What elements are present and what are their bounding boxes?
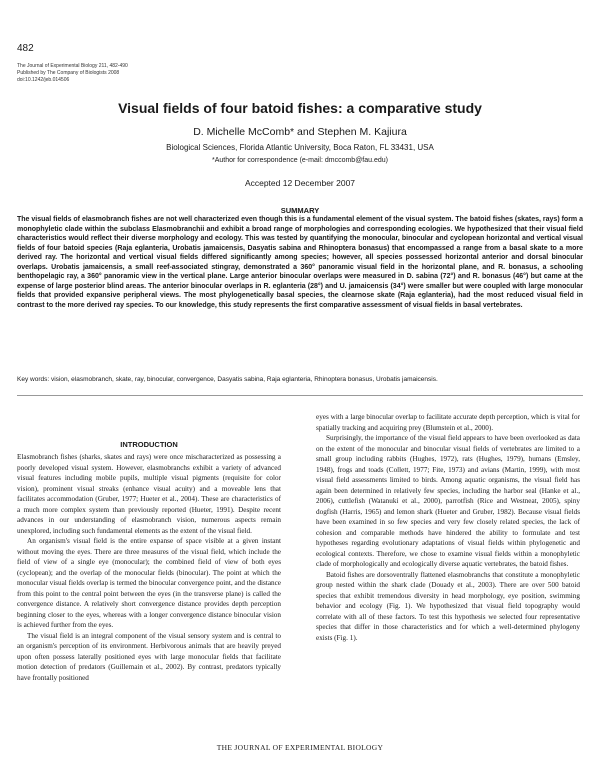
intro-paragraph: The visual field is an integral component of the visual sensory system and is central to an organism's perception of its environment. Herbivorous animals that are heavily preyed upon often possess laterally positioned eyes with large monocular fields that facilitate motion detection of predators (Guillemain et al., 2002). By contrast, predators typically have frontally positioned <box>17 631 281 682</box>
section-divider <box>17 395 583 396</box>
keywords: Key words: vision, elasmobranch, skate, ray, binocular, convergence, Dasyatis sabina, Raja eglanteria, Rhinoptera bonasus, Urobatis jamaicensis. <box>17 376 438 383</box>
summary-heading: SUMMARY <box>280 206 320 215</box>
summary-text: The visual fields of elasmobranch fishes are not well characterized even though this is a fundamental element of the visual system. The batoid fishes (skates, rays) form a monophyletic clade within the subclass Elasmobranchii and exhibit a broad range of morphologies and corresponding ecologies. We hypothesized that their visual field characteristics would reflect their diverse morphology and ecology. This was tested by quantifying the monocular, binocular and cyclopean horizontal and vertical visual fields of four batoid species (Raja eglanteria, Urobatis jamaicensis, Dasyatis sabina and Rhinoptera bonasus) that encompassed a range from a basal skate to a more derived ray. The horizontal and vertical visual fields differed significantly among species; however, all species possessed horizontal anterior and dorsal binocular overlaps. Urobatis jamaicensis, a small reef-associated stingray, demonstrated a 360° panoramic visual field in the horizontal plane, and R. bonasus, a schooling benthopelagic ray, a 360° panoramic view in the vertical plane. Large anterior binocular overlaps were measured in D. sabina (72°) and R. bonasus (46°) but came at the expense of large posterior blind areas. The anterior binocular overlaps in R. eglanteria (28°) and U. jamaicensis (34°) were smaller but were coupled with large monocular fields that provided expansive peripheral views. The most phylogenetically basal species, the clearnose skate (Raja eglanteria), had the most reduced visual field in contrast to the more derived ray species. To our knowledge, this study represents the first comparative assessment of visual fields in basal vertebrates. <box>17 216 583 309</box>
intro-paragraph: An organism's visual field is the entire expanse of space visible at a given instant without moving the eyes. There are three measures of the visual field, which include the field of view of a single eye (monocular); the combined field of view of both eyes (cyclopean); and the overlap of the monocular fields (binocular). The point at which the monocular visual fields overlap is termed the binocular convergence point, and the distance from this point to the central point between the eyes (in the transverse plane) is called the convergence distance. A relatively short convergence distance provides depth perception beginning closer to the eyes, whereas with a longer convergence distance binocular vision is achieved further from the eyes. <box>17 537 281 629</box>
publisher-line: Published by The Company of Biologists 2008 <box>17 70 120 76</box>
correspondence-note: *Author for correspondence (e-mail: dmccomb@fau.edu) <box>212 157 388 164</box>
page-number: 482 <box>17 43 34 54</box>
journal-meta <box>17 63 128 84</box>
journal-footer: THE JOURNAL OF EXPERIMENTAL BIOLOGY <box>216 743 384 752</box>
right-column <box>316 412 580 643</box>
intro-paragraph: Surprisingly, the importance of the visual field appears to have been overlooked as data on the extent of the monocular and binocular visual fields of vertebrates are limited to a small group including rabbits (Hughes, 1972), rats (Hughes, 1979), humans (Emsley, 1948), frogs and toads (Collett, 1977; Fite, 1973) and avians (Martin, 1999), with most visual field assessments limited to birds. Among aquatic organisms, the visual field has again been determined in relatively few species, including the harbor seal (Hanke et al., 2006), cuttlefish (Watanuki et al., 2000), parrotfish (Rice and Westneat, 2005), spiny dogfish (Harris, 1965) and lemon shark (Hueter and Gruber, 1982). Because visual fields have been examined in so few species and very few closely related species, the lack of cohesion and comparable methods have hindered the ability to formulate and test hypotheses regarding evolutionary adaptations of visual fields within phylogenetic and ecological contexts. Therefore, we chose to examine visual fields within a monophyletic clade of morphologically and ecologically diverse aquatic vertebrates, the batoid fishes. <box>316 434 580 568</box>
left-column <box>17 452 281 683</box>
doi-link[interactable]: doi:10.1242/jeb.014506 <box>17 77 70 83</box>
intro-paragraph: eyes with a large binocular overlap to facilitate accurate depth perception, which is vital for spatially tracking and acquiring prey (Blumstein et al., 2000). <box>316 413 580 432</box>
journal-citation: The Journal of Experimental Biology 211, 482-490 <box>17 63 128 69</box>
article-title: Visual fields of four batoid fishes: a comparative study <box>118 100 482 116</box>
article-authors: D. Michelle McComb* and Stephen M. Kajiura <box>193 126 407 138</box>
intro-paragraph: Batoid fishes are dorsoventrally flattened elasmobranchs that constitute a monophyletic group nested within the shark clade (Douady et al., 2003). There are over 500 batoid species that exhibit tremendous diversity in head morphology, eye position, swimming behavior and ecology (Fig. 1). We hypothesized that visual field topography would correlate with all of these factors. To test this hypothesis we selected four representative species that differ in those characteristics and for which a well-determined phylogeny exists (Fig. 1). <box>316 570 580 642</box>
intro-paragraph: Elasmobranch fishes (sharks, skates and rays) were once mischaracterized as possessing a poorly developed visual system. However, elasmobranchs exhibit a variety of advanced visual features including mobile pupils, multiple visual pigments (requisite for color vision), prominent visual streaks (enhance visual acuity) and a moveable lens that facilitates accommodation (Gruber, 1977; Hueter et al., 2004). These are characteristics of a much more complex system than previously reported (Hueter, 1991). Despite recent advances in our understanding of elasmobranch vision, numerous aspects remain unexplored, including such fundamental elements as the extent of the visual field. <box>17 453 281 535</box>
introduction-heading: INTRODUCTION <box>120 440 178 449</box>
accepted-date: Accepted 12 December 2007 <box>244 178 356 188</box>
author-affiliation: Biological Sciences, Florida Atlantic University, Boca Raton, FL 33431, USA <box>166 143 434 152</box>
